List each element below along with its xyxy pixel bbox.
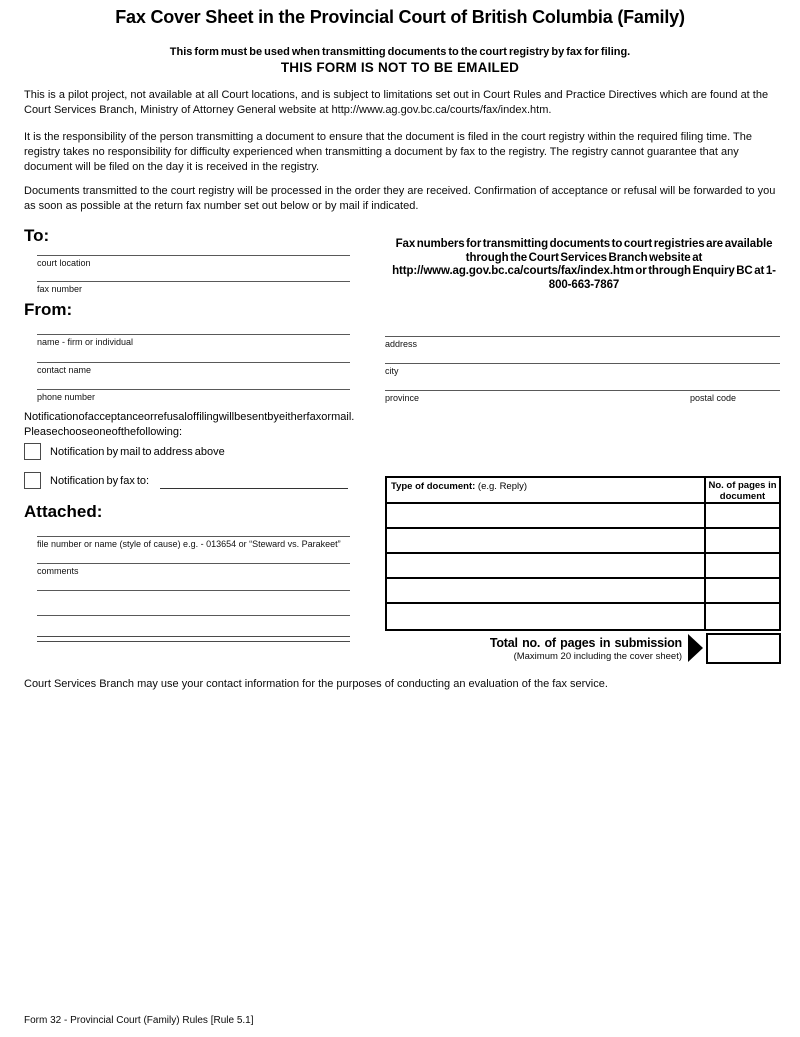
notification-intro: Notification of acceptance or refusal of filing will be sent by either fax or mail. Please choose one of the following: (24, 411, 355, 438)
type-of-document-header (387, 478, 706, 502)
type-header-note: (e.g. Reply) (477, 481, 528, 492)
from-heading: From: (24, 300, 73, 319)
postal-code-label: postal code (690, 393, 737, 403)
notification-fax-number-field[interactable] (160, 488, 348, 489)
comments-end-line[interactable] (37, 636, 350, 642)
table-row (387, 579, 779, 604)
notification-mail-label: Notification by mail to address above (50, 446, 225, 458)
comments-label: comments (37, 566, 79, 576)
name-field[interactable] (37, 334, 350, 335)
form-usage-note: This form must be used when transmitting documents to the court registry by fax for filing. (169, 46, 631, 58)
phone-number-field[interactable] (37, 389, 350, 390)
document-type-cell[interactable] (387, 604, 706, 629)
total-pages-box[interactable] (706, 633, 781, 664)
file-number-field[interactable] (37, 536, 350, 537)
to-heading: To: (24, 226, 50, 245)
document-table (385, 476, 781, 631)
city-label: city (385, 366, 399, 376)
evaluation-note: Court Services Branch may use your contact information for the purposes of conducting an evaluation of the fax service. (24, 678, 608, 690)
pages-count-cell[interactable] (706, 579, 779, 602)
pages-count-cell[interactable] (706, 529, 779, 552)
court-location-label: court location (37, 258, 91, 268)
table-row (387, 504, 779, 529)
intro-paragraph: This is a pilot project, not available at all Court locations, and is subject to limitations set out in Court Rules and Practice Directives which are found at the Court Services Branch, Ministry of Attorney General website at http://www.ag.gov.bc.ca/courts/fax/index.htm. (24, 89, 769, 117)
comments-line[interactable] (37, 590, 350, 591)
document-type-cell[interactable] (387, 579, 706, 602)
no-email-warning: THIS FORM IS NOT TO BE EMAILED (280, 60, 520, 75)
address-field[interactable] (385, 336, 780, 337)
province-field[interactable] (385, 390, 780, 391)
province-label: province (385, 393, 420, 403)
table-row (387, 529, 779, 554)
city-field[interactable] (385, 363, 780, 364)
notification-fax-label: Notification by fax to: (50, 475, 150, 487)
comments-line[interactable] (37, 615, 350, 616)
type-header-bold: Type of document: (391, 481, 476, 492)
contact-name-label: contact name (37, 365, 92, 375)
fax-number-label: fax number (37, 284, 83, 294)
document-type-cell[interactable] (387, 504, 706, 527)
notification-mail-checkbox[interactable] (24, 443, 41, 460)
document-type-cell[interactable] (387, 529, 706, 552)
total-pages-label: Total no. of pages in submission (489, 636, 682, 650)
table-header-row (387, 478, 779, 504)
document-type-cell[interactable] (387, 554, 706, 577)
pages-header: No. of pages in document (708, 480, 777, 502)
total-pages-note: (Maximum 20 including the cover sheet) (513, 651, 682, 662)
fax-numbers-info-note: Fax numbers for transmitting documents to court registries are available through the Court Services Branch website at http://www.ag.gov.bc.ca/courts/fax/index.htm or through Enquiry BC at 1-800-663-7867 (392, 238, 776, 291)
attached-heading: Attached: (24, 502, 103, 521)
pages-count-cell[interactable] (706, 504, 779, 527)
form-footer: Form 32 - Provincial Court (Family) Rules [Rule 5.1] (24, 1015, 254, 1026)
page-title: Fax Cover Sheet in the Provincial Court of British Columbia (Family) (115, 7, 685, 27)
comments-field[interactable] (37, 563, 350, 564)
file-number-label: file number or name (style of cause) e.g. - 013654 or “Steward vs. Parakeet” (37, 539, 341, 549)
pages-count-cell[interactable] (706, 604, 779, 629)
fax-number-field[interactable] (37, 281, 350, 282)
address-label: address (385, 339, 418, 349)
intro-paragraph: Documents transmitted to the court registry will be processed in the order they are received. Confirmation of acceptance or refusal will be forwarded to you as soon as possible at the return fax number set out below or by mail if indicated. (24, 185, 776, 213)
table-row (387, 554, 779, 579)
pages-count-cell[interactable] (706, 554, 779, 577)
document-table-body (387, 504, 779, 629)
phone-number-label: phone number (37, 392, 96, 402)
intro-paragraph: It is the responsibility of the person transmitting a document to ensure that the document is filed in the court registry within the required filing time. The registry takes no responsibility for difficulty experienced when transmitting a document by fax to the registry. The registry cannot guarantee that any document will be filed on the day it is received in the registry. (24, 131, 753, 174)
court-location-field[interactable] (37, 255, 350, 256)
contact-name-field[interactable] (37, 362, 350, 363)
arrow-right-icon (688, 634, 703, 662)
table-row (387, 604, 779, 629)
notification-fax-checkbox[interactable] (24, 472, 41, 489)
name-label: name - firm or individual (37, 337, 134, 347)
